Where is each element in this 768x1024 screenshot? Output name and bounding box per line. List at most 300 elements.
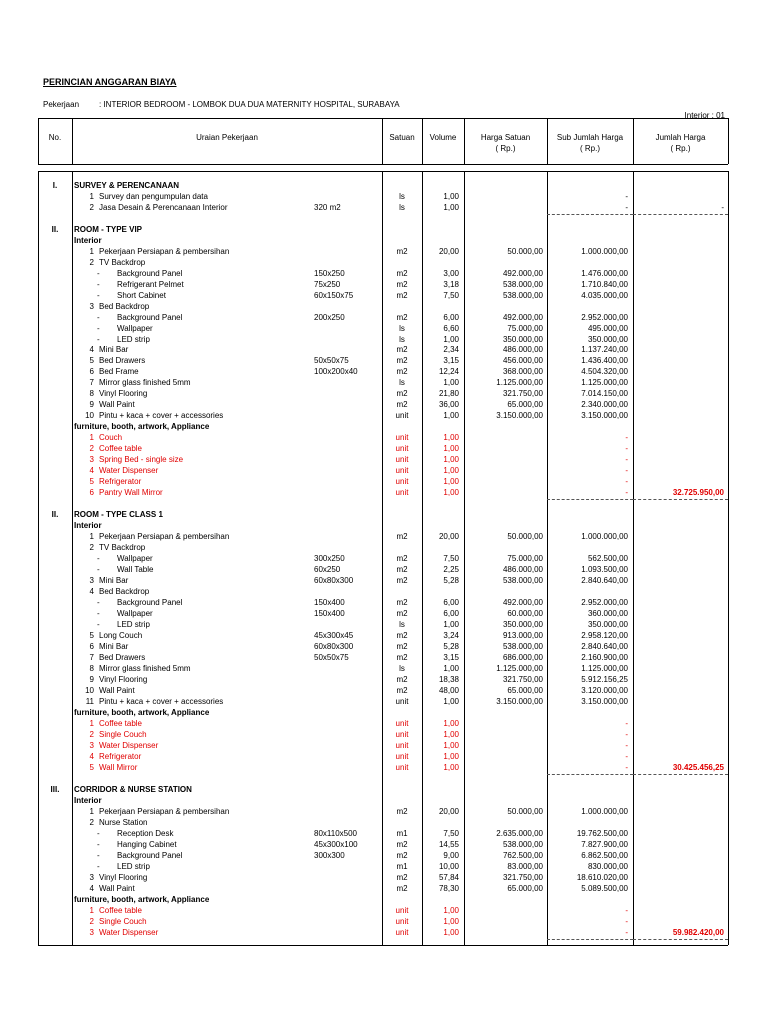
item-number: 3 — [89, 576, 94, 585]
grid-line — [633, 171, 634, 945]
item-dimension: 60x250 — [314, 565, 341, 574]
item-sub-jumlah: 1.710.840,00 — [581, 280, 628, 289]
sub-item-description: Wallpaper — [117, 324, 153, 333]
item-description: Vinyl Flooring — [99, 389, 148, 398]
item-volume: 1,00 — [443, 719, 459, 728]
item-satuan: unit — [395, 719, 409, 728]
grid-line — [38, 118, 39, 164]
item-volume: 1,00 — [443, 664, 459, 673]
header-sub-jumlah: Sub Jumlah Harga — [556, 133, 624, 142]
grid-line — [72, 171, 73, 945]
item-sub-jumlah: 830.000,00 — [587, 862, 628, 871]
item-sub-jumlah: - — [625, 719, 628, 728]
item-dimension: 300x300 — [314, 851, 345, 860]
item-number: 7 — [89, 378, 94, 387]
grid-line — [547, 214, 633, 215]
item-harga-satuan: 538.000,00 — [502, 642, 543, 651]
sub-item-dash: - — [97, 840, 100, 849]
item-harga-satuan: 83.000,00 — [507, 862, 543, 871]
item-description: Water Dispenser — [99, 741, 159, 750]
item-number: 1 — [89, 532, 94, 541]
item-satuan: unit — [395, 730, 409, 739]
section-title: SURVEY & PERENCANAAN — [74, 181, 180, 190]
sub-item-description: Wall Table — [117, 565, 154, 574]
sub-item-dash: - — [97, 554, 100, 563]
item-description: Pantry Wall Mirror — [99, 488, 163, 497]
section-title: ROOM - TYPE CLASS 1 — [74, 510, 163, 519]
item-satuan: unit — [395, 411, 409, 420]
item-description: Refrigerator — [99, 752, 142, 761]
item-volume: 5,28 — [443, 642, 459, 651]
item-harga-satuan: 538.000,00 — [502, 576, 543, 585]
item-description: Coffee table — [99, 444, 142, 453]
item-harga-satuan: 50.000,00 — [507, 247, 543, 256]
sub-item-description: Background Panel — [117, 313, 183, 322]
item-sub-jumlah: 1.000.000,00 — [581, 807, 628, 816]
grid-line — [728, 118, 729, 164]
item-description: TV Backdrop — [99, 258, 146, 267]
sub-item-dash: - — [97, 335, 100, 344]
item-satuan: m2 — [396, 247, 408, 256]
item-sub-jumlah: 2.160.900,00 — [581, 653, 628, 662]
item-satuan: m2 — [396, 389, 408, 398]
item-volume: 1,00 — [443, 203, 459, 212]
item-sub-jumlah: 5.912.156,25 — [581, 675, 628, 684]
item-sub-jumlah: 4.035.000,00 — [581, 291, 628, 300]
item-satuan: ls — [399, 620, 405, 629]
item-harga-satuan: 60.000,00 — [507, 609, 543, 618]
item-satuan: unit — [395, 488, 409, 497]
grid-line — [38, 118, 728, 119]
item-harga-satuan: 321.750,00 — [502, 675, 543, 684]
item-satuan: unit — [395, 477, 409, 486]
item-volume: 3,18 — [443, 280, 459, 289]
item-satuan: m1 — [396, 862, 408, 871]
item-sub-jumlah: 7.014.150,00 — [581, 389, 628, 398]
item-dimension: 45x300x45 — [314, 631, 354, 640]
sub-item-dash: - — [97, 829, 100, 838]
item-harga-satuan: 538.000,00 — [502, 291, 543, 300]
item-satuan: m2 — [396, 565, 408, 574]
item-volume: 6,00 — [443, 609, 459, 618]
item-harga-satuan: 1.125.000,00 — [496, 378, 543, 387]
item-volume: 7,50 — [443, 554, 459, 563]
item-number: 2 — [89, 203, 94, 212]
section-number: I. — [52, 181, 58, 190]
item-number: 4 — [89, 587, 94, 596]
header-jumlah: Jumlah Harga — [655, 133, 706, 142]
item-satuan: ls — [399, 378, 405, 387]
item-sub-jumlah: - — [625, 433, 628, 442]
item-description: TV Backdrop — [99, 543, 146, 552]
item-number: 8 — [89, 389, 94, 398]
item-satuan: ls — [399, 203, 405, 212]
item-description: Wall Paint — [99, 400, 135, 409]
item-satuan: m2 — [396, 840, 408, 849]
item-satuan: m2 — [396, 598, 408, 607]
item-number: 5 — [89, 631, 94, 640]
item-description: Coffee table — [99, 719, 142, 728]
item-number: 3 — [89, 455, 94, 464]
item-dimension: 75x250 — [314, 280, 341, 289]
item-sub-jumlah: 1.137.240,00 — [581, 345, 628, 354]
item-sub-jumlah: 1.000.000,00 — [581, 532, 628, 541]
item-dimension: 150x400 — [314, 609, 345, 618]
item-satuan: m2 — [396, 280, 408, 289]
item-description: Mirror glass finished 5mm — [99, 664, 191, 673]
item-number: 4 — [89, 752, 94, 761]
grid-line — [633, 499, 728, 500]
item-volume: 9,00 — [443, 851, 459, 860]
item-number: 2 — [89, 444, 94, 453]
item-volume: 3,24 — [443, 631, 459, 640]
grid-line — [382, 118, 383, 164]
sub-item-dash: - — [97, 280, 100, 289]
item-description: Survey dan pengumpulan data — [99, 192, 208, 201]
section-total: 59.982.420,00 — [672, 928, 724, 937]
item-satuan: unit — [395, 763, 409, 772]
section-total: - — [721, 203, 724, 212]
item-description: Single Couch — [99, 917, 147, 926]
item-satuan: m2 — [396, 686, 408, 695]
grid-line — [633, 774, 728, 775]
item-volume: 1,00 — [443, 697, 459, 706]
item-sub-jumlah: 495.000,00 — [587, 324, 628, 333]
item-number: 4 — [89, 345, 94, 354]
item-description: Single Couch — [99, 730, 147, 739]
group-title: furniture, booth, artwork, Appliance — [74, 422, 210, 431]
item-satuan: ls — [399, 324, 405, 333]
pekerjaan-label: Pekerjaan — [43, 100, 80, 109]
item-volume: 1,00 — [443, 192, 459, 201]
item-satuan: unit — [395, 466, 409, 475]
section-title: CORRIDOR & NURSE STATION — [74, 785, 192, 794]
item-volume: 6,00 — [443, 313, 459, 322]
item-sub-jumlah: 1.093.500,00 — [581, 565, 628, 574]
item-satuan: unit — [395, 917, 409, 926]
sub-item-description: Short Cabinet — [117, 291, 166, 300]
item-volume: 20,00 — [438, 807, 459, 816]
sub-item-description: Wallpaper — [117, 554, 153, 563]
sub-item-description: Refrigerant Pelmet — [117, 280, 184, 289]
grid-line — [547, 499, 633, 500]
item-number: 6 — [89, 367, 94, 376]
item-description: Bed Frame — [99, 367, 139, 376]
group-title: Interior — [74, 796, 102, 805]
sub-item-description: Background Panel — [117, 598, 183, 607]
item-satuan: m2 — [396, 631, 408, 640]
item-number: 2 — [89, 917, 94, 926]
item-sub-jumlah: - — [625, 763, 628, 772]
item-harga-satuan: 350.000,00 — [502, 335, 543, 344]
grid-line — [547, 118, 548, 164]
item-sub-jumlah: 6.862.500,00 — [581, 851, 628, 860]
item-volume: 7,50 — [443, 291, 459, 300]
item-number: 5 — [89, 763, 94, 772]
item-sub-jumlah: 1.476.000,00 — [581, 269, 628, 278]
item-dimension: 150x250 — [314, 269, 345, 278]
sub-item-dash: - — [97, 598, 100, 607]
item-sub-jumlah: 360.000,00 — [587, 609, 628, 618]
item-volume: 1,00 — [443, 378, 459, 387]
item-number: 9 — [89, 675, 94, 684]
item-description: Spring Bed - single size — [99, 455, 184, 464]
item-description: Pekerjaan Persiapan & pembersihan — [99, 247, 230, 256]
group-title: Interior — [74, 236, 102, 245]
item-satuan: unit — [395, 752, 409, 761]
item-satuan: m2 — [396, 807, 408, 816]
item-harga-satuan: 492.000,00 — [502, 313, 543, 322]
sub-item-dash: - — [97, 862, 100, 871]
group-title: furniture, booth, artwork, Appliance — [74, 708, 210, 717]
sub-item-description: Hanging Cabinet — [117, 840, 177, 849]
item-volume: 36,00 — [438, 400, 459, 409]
item-satuan: unit — [395, 433, 409, 442]
item-satuan: m1 — [396, 829, 408, 838]
item-volume: 21,80 — [438, 389, 459, 398]
item-description: Bed Drawers — [99, 356, 146, 365]
item-description: Mini Bar — [99, 642, 129, 651]
item-description: Jasa Desain & Perencanaan Interior — [99, 203, 228, 212]
header-no: No. — [48, 133, 62, 142]
item-sub-jumlah: - — [625, 192, 628, 201]
item-harga-satuan: 762.500,00 — [502, 851, 543, 860]
item-satuan: m2 — [396, 356, 408, 365]
item-harga-satuan: 492.000,00 — [502, 269, 543, 278]
sub-item-dash: - — [97, 269, 100, 278]
item-volume: 1,00 — [443, 477, 459, 486]
item-volume: 1,00 — [443, 444, 459, 453]
item-sub-jumlah: 350.000,00 — [587, 620, 628, 629]
item-sub-jumlah: - — [625, 906, 628, 915]
item-harga-satuan: 75.000,00 — [507, 554, 543, 563]
item-harga-satuan: 321.750,00 — [502, 873, 543, 882]
item-volume: 6,00 — [443, 598, 459, 607]
item-harga-satuan: 3.150.000,00 — [496, 411, 543, 420]
item-sub-jumlah: 1.436.400,00 — [581, 356, 628, 365]
sub-item-dash: - — [97, 565, 100, 574]
grid-line — [422, 118, 423, 164]
header-harga-satuan: Harga Satuan — [480, 133, 531, 142]
item-number: 1 — [89, 433, 94, 442]
item-sub-jumlah: 5.089.500,00 — [581, 884, 628, 893]
item-satuan: unit — [395, 697, 409, 706]
sub-item-dash: - — [97, 620, 100, 629]
item-sub-jumlah: - — [625, 455, 628, 464]
item-volume: 2,25 — [443, 565, 459, 574]
item-satuan: m2 — [396, 576, 408, 585]
item-number: 3 — [89, 873, 94, 882]
section-title: ROOM - TYPE VIP — [74, 225, 143, 234]
group-title: furniture, booth, artwork, Appliance — [74, 895, 210, 904]
item-volume: 1,00 — [443, 620, 459, 629]
item-volume: 6,60 — [443, 324, 459, 333]
item-dimension: 200x250 — [314, 313, 345, 322]
section-number: II. — [51, 225, 59, 234]
item-sub-jumlah: 1.125.000,00 — [581, 378, 628, 387]
item-number: 1 — [89, 192, 94, 201]
item-number: 2 — [89, 258, 94, 267]
item-sub-jumlah: - — [625, 928, 628, 937]
item-description: Bed Drawers — [99, 653, 146, 662]
item-satuan: unit — [395, 455, 409, 464]
item-harga-satuan: 2.635.000,00 — [496, 829, 543, 838]
item-volume: 1,00 — [443, 741, 459, 750]
item-volume: 1,00 — [443, 763, 459, 772]
header-sub-jumlah-unit: ( Rp.) — [580, 144, 600, 153]
item-volume: 48,00 — [438, 686, 459, 695]
item-description: Pintu + kaca + cover + accessories — [99, 697, 224, 706]
item-description: Water Dispenser — [99, 928, 159, 937]
sub-item-description: Background Panel — [117, 851, 183, 860]
item-number: 10 — [85, 686, 94, 695]
item-satuan: m2 — [396, 367, 408, 376]
header-volume: Volume — [429, 133, 457, 142]
sub-item-dash: - — [97, 609, 100, 618]
item-dimension: 80x110x500 — [314, 829, 357, 838]
item-number: 1 — [89, 247, 94, 256]
grid-line — [38, 171, 728, 172]
item-sub-jumlah: 3.150.000,00 — [581, 697, 628, 706]
item-harga-satuan: 75.000,00 — [507, 324, 543, 333]
item-number: 2 — [89, 730, 94, 739]
section-number: II. — [51, 510, 59, 519]
item-satuan: m2 — [396, 873, 408, 882]
item-satuan: m2 — [396, 554, 408, 563]
item-sub-jumlah: 2.840.640,00 — [581, 642, 628, 651]
item-number: 3 — [89, 302, 94, 311]
item-number: 7 — [89, 653, 94, 662]
item-number: 5 — [89, 356, 94, 365]
item-description: Mirror glass finished 5mm — [99, 378, 191, 387]
item-volume: 20,00 — [438, 247, 459, 256]
grid-line — [633, 118, 634, 164]
grid-line — [547, 939, 633, 940]
item-satuan: m2 — [396, 313, 408, 322]
sub-item-description: Background Panel — [117, 269, 183, 278]
item-volume: 1,00 — [443, 488, 459, 497]
item-volume: 10,00 — [438, 862, 459, 871]
grid-line — [38, 171, 39, 945]
item-number: 1 — [89, 906, 94, 915]
item-volume: 1,00 — [443, 928, 459, 937]
item-number: 1 — [89, 719, 94, 728]
item-description: Mini Bar — [99, 576, 129, 585]
item-dimension: 60x150x75 — [314, 291, 354, 300]
sub-item-dash: - — [97, 313, 100, 322]
item-number: 6 — [89, 642, 94, 651]
item-volume: 1,00 — [443, 466, 459, 475]
sub-item-description: LED strip — [117, 862, 150, 871]
item-sub-jumlah: 2.952.000,00 — [581, 598, 628, 607]
item-sub-jumlah: - — [625, 917, 628, 926]
item-number: 1 — [89, 807, 94, 816]
header-harga-satuan-unit: ( Rp.) — [495, 144, 516, 153]
item-satuan: m2 — [396, 291, 408, 300]
document-title: PERINCIAN ANGGARAN BIAYA — [43, 77, 177, 87]
item-volume: 14,55 — [438, 840, 459, 849]
item-sub-jumlah: - — [625, 752, 628, 761]
item-dimension: 60x80x300 — [314, 576, 354, 585]
item-harga-satuan: 50.000,00 — [507, 807, 543, 816]
sub-item-description: Wallpaper — [117, 609, 153, 618]
item-number: 10 — [85, 411, 94, 420]
item-harga-satuan: 486.000,00 — [502, 565, 543, 574]
item-harga-satuan: 65.000,00 — [507, 400, 543, 409]
item-description: Water Dispenser — [99, 466, 159, 475]
item-satuan: unit — [395, 928, 409, 937]
item-number: 5 — [89, 477, 94, 486]
item-satuan: m2 — [396, 269, 408, 278]
item-volume: 1,00 — [443, 433, 459, 442]
item-number: 11 — [85, 697, 94, 706]
item-volume: 3,15 — [443, 356, 459, 365]
item-satuan: m2 — [396, 653, 408, 662]
item-number: 8 — [89, 664, 94, 673]
item-sub-jumlah: - — [625, 466, 628, 475]
item-dimension: 300x250 — [314, 554, 345, 563]
item-description: Couch — [99, 433, 123, 442]
header-uraian: Uraian Pekerjaan — [196, 133, 258, 142]
item-harga-satuan: 1.125.000,00 — [496, 664, 543, 673]
item-satuan: ls — [399, 192, 405, 201]
item-sub-jumlah: 1.125.000,00 — [581, 664, 628, 673]
item-volume: 3,00 — [443, 269, 459, 278]
item-description: Wall Paint — [99, 686, 135, 695]
item-dimension: 100x200x40 — [314, 367, 358, 376]
item-sub-jumlah: - — [625, 477, 628, 486]
item-satuan: m2 — [396, 400, 408, 409]
item-volume: 1,00 — [443, 752, 459, 761]
item-volume: 20,00 — [438, 532, 459, 541]
item-harga-satuan: 538.000,00 — [502, 280, 543, 289]
item-volume: 1,00 — [443, 730, 459, 739]
item-description: Wall Mirror — [99, 763, 138, 772]
item-satuan: unit — [395, 906, 409, 915]
item-volume: 1,00 — [443, 917, 459, 926]
item-volume: 1,00 — [443, 335, 459, 344]
item-sub-jumlah: 1.000.000,00 — [581, 247, 628, 256]
section-total: 32.725.950,00 — [672, 488, 724, 497]
item-description: Vinyl Flooring — [99, 873, 148, 882]
item-volume: 5,28 — [443, 576, 459, 585]
item-sub-jumlah: - — [625, 203, 628, 212]
sub-item-description: LED strip — [117, 335, 150, 344]
item-sub-jumlah: - — [625, 730, 628, 739]
grid-line — [547, 774, 633, 775]
item-sub-jumlah: 2.340.000,00 — [581, 400, 628, 409]
item-description: Pekerjaan Persiapan & pembersihan — [99, 807, 230, 816]
item-description: Long Couch — [99, 631, 143, 640]
item-sub-jumlah: 350.000,00 — [587, 335, 628, 344]
item-volume: 7,50 — [443, 829, 459, 838]
item-description: Bed Backdrop — [99, 302, 150, 311]
item-volume: 1,00 — [443, 906, 459, 915]
sub-item-description: Reception Desk — [117, 829, 174, 838]
item-satuan: m2 — [396, 884, 408, 893]
item-volume: 18,38 — [438, 675, 459, 684]
item-number: 3 — [89, 741, 94, 750]
item-dimension: 320 m2 — [314, 203, 341, 212]
item-description: Nurse Station — [99, 818, 148, 827]
header-jumlah-unit: ( Rp.) — [670, 144, 691, 153]
item-satuan: ls — [399, 335, 405, 344]
grid-line — [38, 164, 728, 165]
item-volume: 1,00 — [443, 411, 459, 420]
item-satuan: m2 — [396, 532, 408, 541]
item-volume: 1,00 — [443, 455, 459, 464]
item-satuan: unit — [395, 444, 409, 453]
